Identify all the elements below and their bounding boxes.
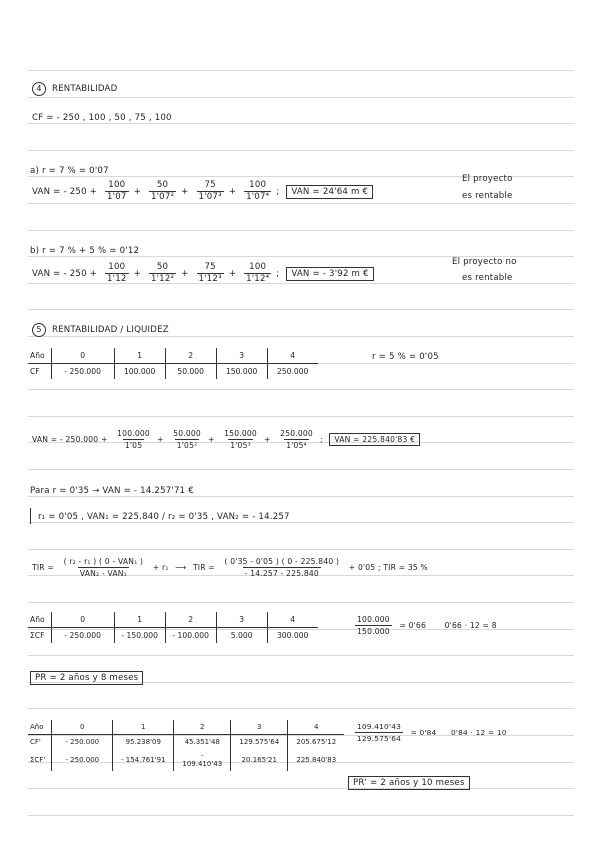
conclusion-b-line2: es rentable <box>462 273 513 283</box>
payback-result: PR = 2 años y 8 meses <box>30 671 143 685</box>
ruled-line <box>28 97 574 98</box>
table-row: ΣCF' - 250.000 - 154.761'91 - 109.410'43 20.165'21 225.840'83 <box>28 749 344 771</box>
section-title: RENTABILIDAD / LIQUIDEZ <box>52 325 169 335</box>
van-result-b: VAN = - 3'92 m € <box>286 267 373 281</box>
pr2-calculation: $\frac{109.410'43}{129.575'64}$ = 0'84 0'84 · 12 = 10 <box>357 722 507 743</box>
section-number-badge: 4 <box>32 82 46 96</box>
cumulative-cash-flow-table <box>28 612 318 643</box>
table-row: ΣCF - 250.000 - 150.000 - 100.000 5.000 300.000 <box>28 628 318 644</box>
fraction-term: $\frac{50}{\text{1'07²}}$ <box>150 180 175 202</box>
fraction-term: $\frac{100}{1'12}$ <box>107 262 127 284</box>
fraction-term: $\frac{150.000}{\text{1'05³}}$ <box>224 429 257 450</box>
van-lhs: VAN = - 250 + <box>32 186 98 197</box>
tir-equation: TIR = $\frac{\text{( r₂ - r₁ ) ( 0 - VAN₁ )}}{\text{VAN₂ - VAN₁}}$ + r₁ ⟶ TIR = $\frac{( 0'35 - 0'05 ) ( 0 - 225.840 )}{- 14.257 - 225.840}$ + 0'05 ; TIR = 35 % <box>32 557 428 578</box>
ruled-line <box>28 549 574 550</box>
ruled-line <box>28 602 574 603</box>
cash-flows-line: CF = - 250 , 100 , 50 , 75 , 100 <box>32 113 172 123</box>
van-equation-b: VAN = - 250 + $\frac{100}{1'12}$ + $\frac{50}{\text{1'12²}}$ + $\frac{75}{\text{1'12³}}$ + $\frac{100}{\text{1'12⁴}}$ ; VAN = - 3'92 m € <box>30 262 376 285</box>
ruled-line <box>28 203 574 204</box>
ruled-line <box>28 708 574 709</box>
ruled-line <box>28 309 574 310</box>
table-header-row: Año 0 1 2 3 4 <box>28 348 318 364</box>
fraction-term: $\frac{50}{\text{1'12²}}$ <box>150 262 175 284</box>
section-4-heading <box>32 82 117 96</box>
table-row: CF - 250.000 100.000 50.000 150.000 250.000 <box>28 364 318 380</box>
case-a-heading: a) r = 7 % = 0'07 <box>30 166 109 176</box>
section-number-badge: 5 <box>32 323 46 337</box>
table-header-row: Año 0 1 2 3 4 <box>28 612 318 628</box>
margin-bar <box>30 508 31 524</box>
ruled-line <box>28 70 574 71</box>
discounted-payback-result: PR' = 2 años y 10 meses <box>348 776 470 790</box>
ruled-line <box>28 389 574 390</box>
van-lhs: VAN = - 250.000 + <box>32 435 108 444</box>
ruled-line <box>28 150 574 151</box>
conclusion-a-line1: El proyecto <box>462 174 513 184</box>
fraction-term: $\frac{75}{\text{1'07³}}$ <box>198 180 222 202</box>
para-line: Para r = 0'35 → VAN = - 14.257'71 € <box>30 486 194 496</box>
ruled-line <box>28 230 574 231</box>
fraction-term: $\frac{100.000}{1'05}$ <box>117 429 150 450</box>
fraction-term: $\frac{100}{\text{1'12⁴}}$ <box>246 262 270 284</box>
table-header-row: Año 0 1 2 3 4 <box>28 720 344 735</box>
ruled-line <box>28 788 574 789</box>
conclusion-a-line2: es rentable <box>462 191 513 201</box>
ruled-line <box>28 655 574 656</box>
fraction-term: $\frac{( 0'35 - 0'05 ) ( 0 - 225.840 )}{- 14.257 - 225.840}$ <box>224 557 340 578</box>
ruled-line <box>28 123 574 124</box>
arrow-icon: ⟶ <box>175 563 187 572</box>
discount-rate: r = 5 % = 0'05 <box>372 352 439 362</box>
van-result-5: VAN = 225.840'83 € <box>329 433 420 446</box>
fraction-term: $\frac{\text{( r₂ - r₁ ) ( 0 - VAN₁ )}}{\text{VAN₂ - VAN₁}}$ <box>63 557 144 578</box>
van-result-a: VAN = 24'64 m € <box>286 185 373 199</box>
van-equation-5: VAN = - 250.000 + $\frac{100.000}{1'05}$ + $\frac{50.000}{\text{1'05²}}$ + $\frac{150.000}{\text{1'05³}}$ + $\frac{250.000}{\text{1'05⁴}}$ ; VAN = 225.840'83 € <box>30 428 422 451</box>
ruled-line <box>28 496 574 497</box>
table-row: CF' - 250.000 95.238'09 45.351'48 129.575'64 205.675'12 <box>28 735 344 750</box>
fraction-term: $\frac{100}{1'07}$ <box>107 180 127 202</box>
van-equation-a: VAN = - 250 + $\frac{100}{1'07}$ + $\frac{50}{\text{1'07²}}$ + $\frac{75}{\text{1'07³}}$ + $\frac{100}{\text{1'07⁴}}$ ; VAN = 24'64 m € <box>30 180 375 203</box>
van-lhs: VAN = - 250 + <box>32 268 98 279</box>
ruled-line <box>28 469 574 470</box>
ruled-line <box>28 416 574 417</box>
conclusion-b-line1: El proyecto no <box>452 257 517 267</box>
fraction-term: $\frac{100}{\text{1'07⁴}}$ <box>246 180 270 202</box>
discounted-cash-flow-table <box>28 720 344 771</box>
fraction-term: $\frac{75}{\text{1'12³}}$ <box>198 262 222 284</box>
interpolation-data: r₁ = 0'05 , VAN₁ = 225.840 / r₂ = 0'35 , VAN₂ = - 14.257 <box>38 512 290 522</box>
cash-flow-table <box>28 348 318 379</box>
fraction-term: $\frac{250.000}{\text{1'05⁴}}$ <box>280 429 313 450</box>
section-5-heading <box>32 323 169 337</box>
fraction-term: $\frac{50.000}{\text{1'05²}}$ <box>173 429 201 450</box>
pr-calculation: $\frac{100.000}{150.000}$ = 0'66 0'66 · 12 = 8 <box>357 615 497 636</box>
case-b-heading: b) r = 7 % + 5 % = 0'12 <box>30 246 140 256</box>
ruled-line <box>28 815 574 816</box>
ruled-line <box>28 522 574 523</box>
section-title: RENTABILIDAD <box>52 84 118 94</box>
